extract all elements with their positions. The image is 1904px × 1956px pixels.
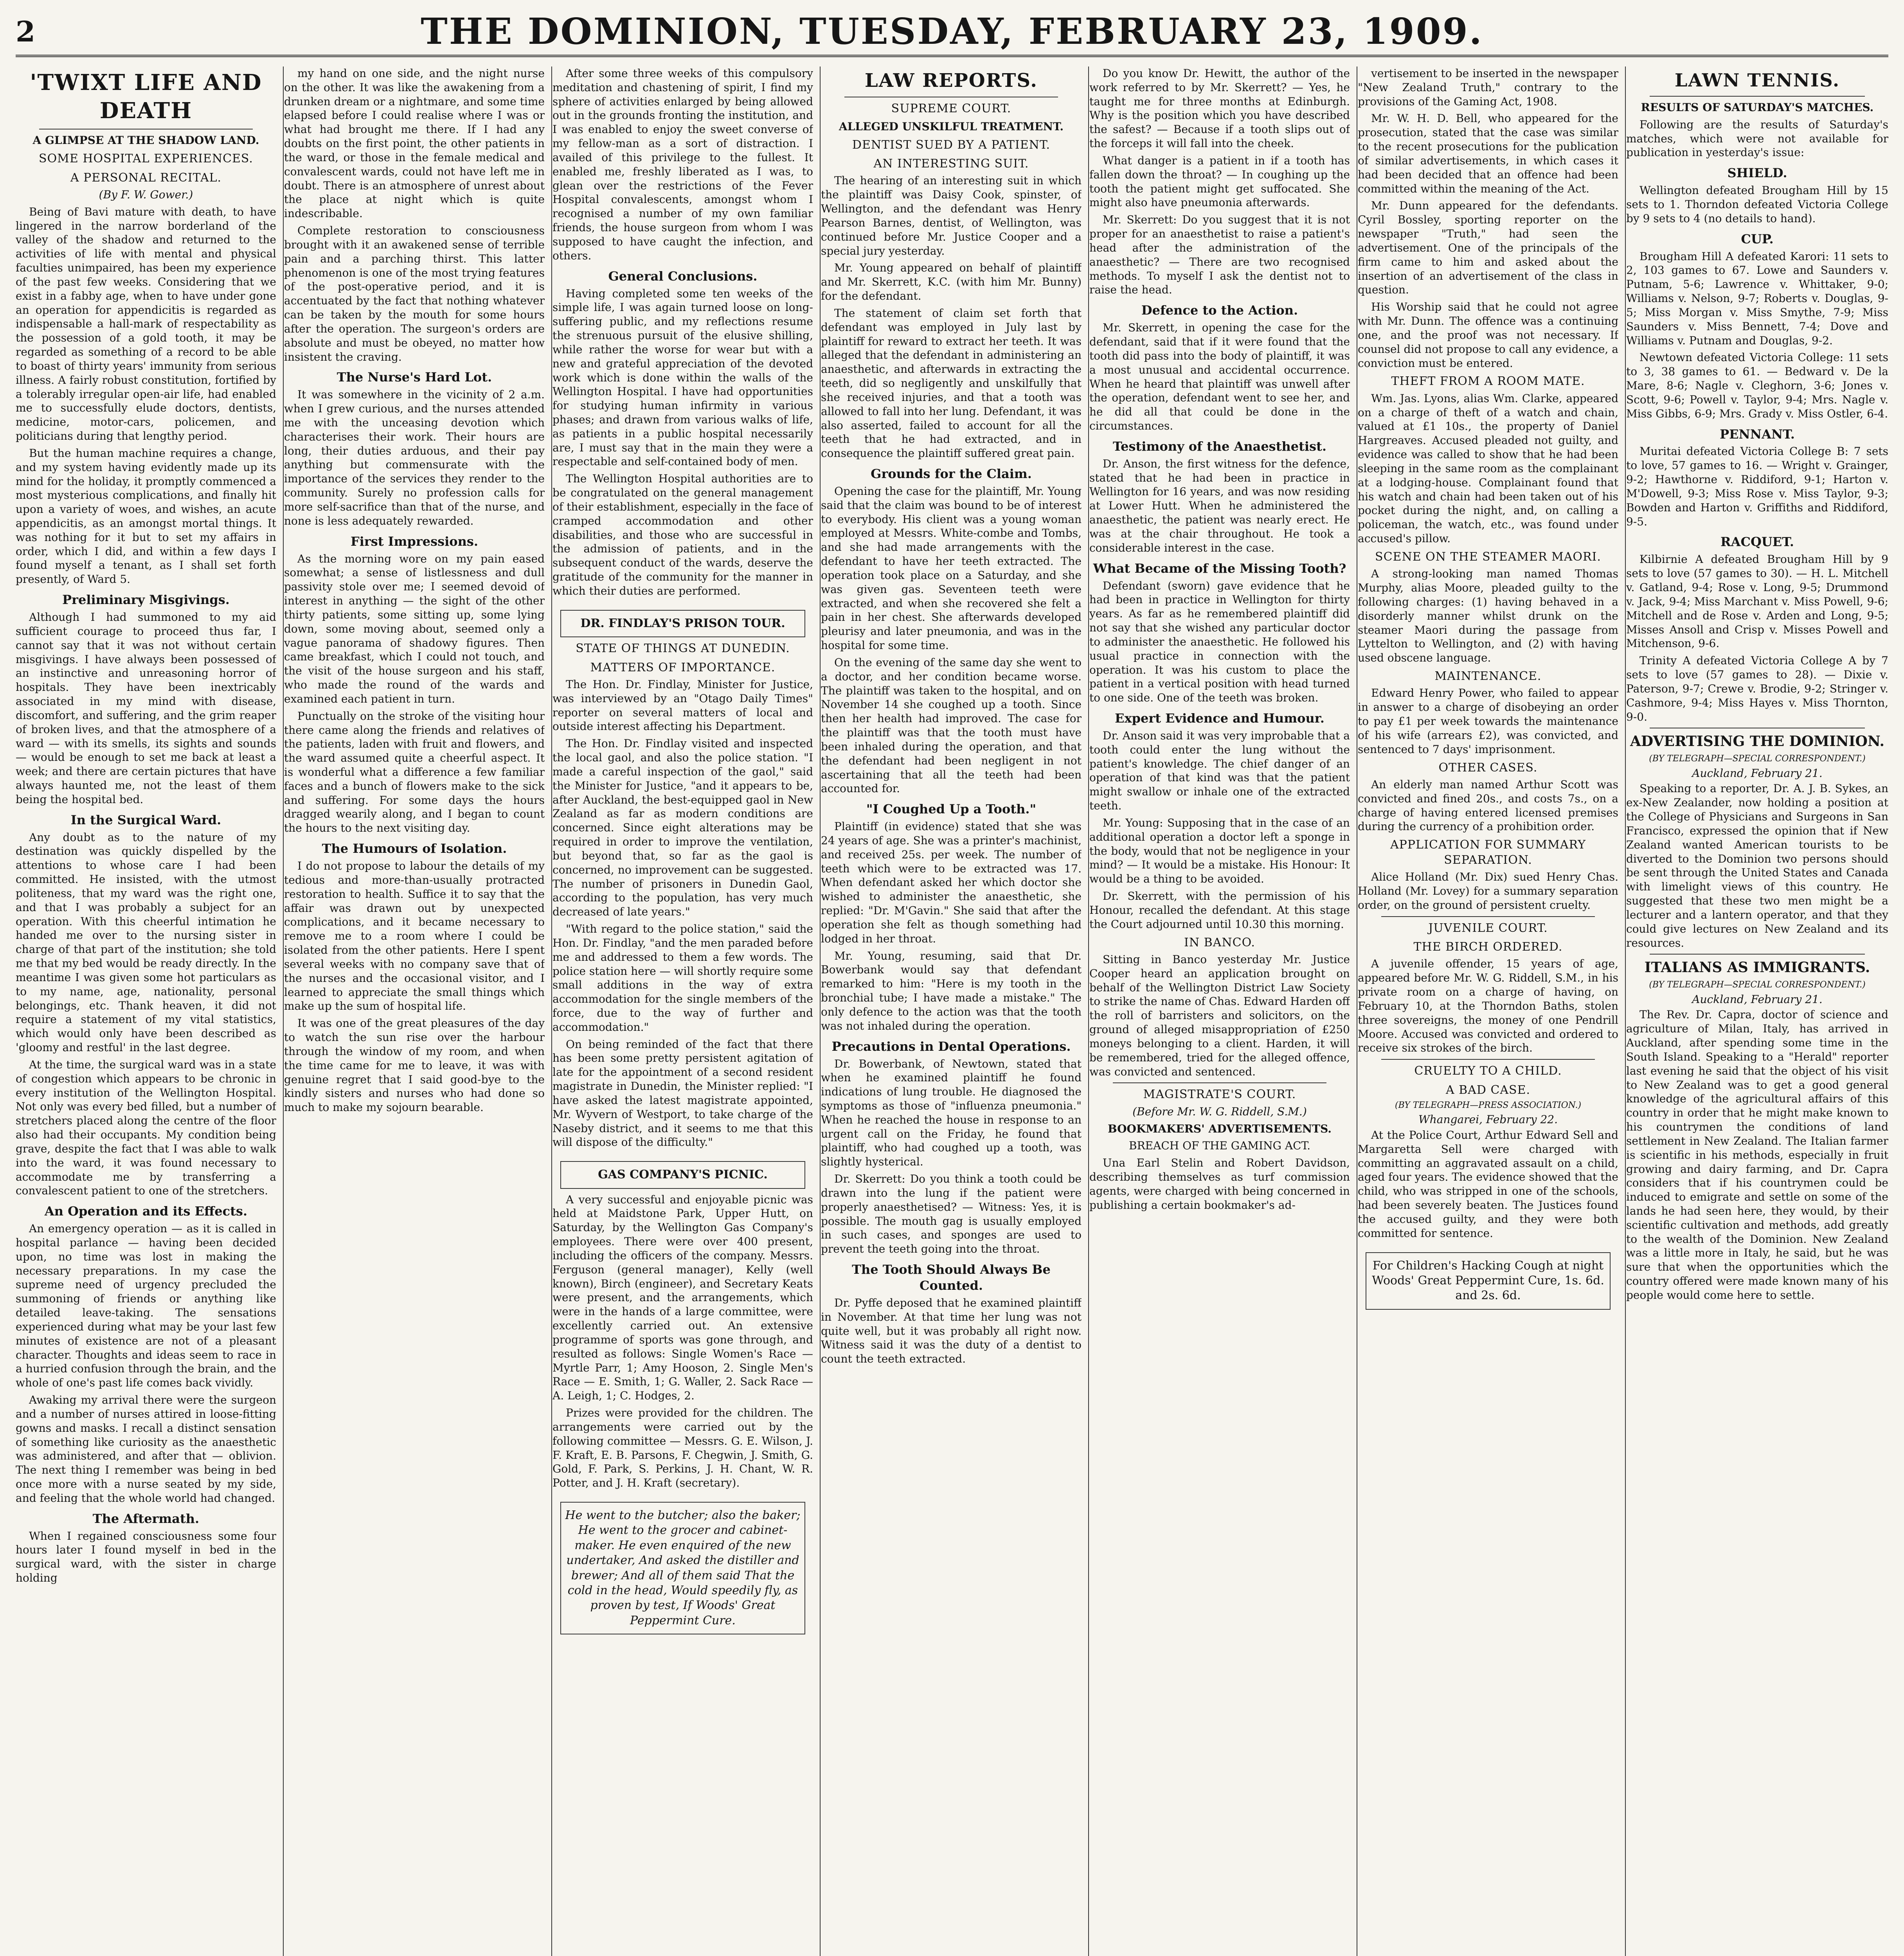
article-subheading: SOME HOSPITAL EXPERIENCES. (39, 152, 253, 166)
column-rule (1088, 67, 1089, 1956)
paragraph: Sitting in Banco yesterday Mr. Justice Cooper heard an application brought on behalf of the Wellington District Law Society to strike the name of Chas. Edward Harden off the roll of barristers and solicitors, on the ground of alleged misappropriation of £250 moneys belonging to a client. Harden, it will be remembered, tried for the alleged offence, was convicted and sentenced. (1089, 953, 1350, 1078)
paragraph: my hand on one side, and the night nurse on the other. It was like the awakening from a drunken dream or a nightmare, and some time elapsed before I could realise where I was or what had brought me there. If I had any doubts on the first point, the other patients in the ward, or those in the female medical and convalescent wards, could not have left me in doubt. There is an atmosphere of unrest about the place at night which is quite indescribable. (284, 67, 545, 220)
column-grid (16, 67, 1888, 1956)
paragraph: Opening the case for the plaintiff, Mr. Young said that the claim was bound to be of interest to everybody. His client was a young woman employed at Messrs. White-combe and Tombs, and she had made arrangements with the defendant to have her teeth extracted. The operation took place on a Saturday, and she was given gas. Seventeen teeth were extracted, and when she recovered she felt a pain in her chest. She afterwards developed pleurisy and later pneumonia, and was in the hospital for some time. (821, 484, 1082, 652)
advertisement: For Children's Hacking Cough at night Woods' Great Peppermint Cure, 1s. 6d. and 2s. 6d. (1366, 1252, 1611, 1310)
paragraph: Wellington defeated Brougham Hill by 15 sets to 1. Thorndon defeated Victoria College by 9 sets to 4 (no details to hand). (1626, 184, 1888, 225)
article-subheading: BREACH OF THE GAMING ACT. (1129, 1139, 1310, 1152)
section-heading: RACQUET. (1720, 534, 1794, 550)
paragraph: Mr. Skerrett: Do you suggest that it is not proper for an anaesthetist to raise a patient's head after the administration of the anaesthetic? — There are two recognised methods. To myself I ask the dentist not to raise the head. (1089, 213, 1350, 297)
article-subheading: MAINTENANCE. (1434, 669, 1542, 683)
paragraph: At the time, the surgical ward was in a state of congestion which appears to be chronic in every institution of the Wellington Hospital. Not only was every bed filled, but a number of stretchers placed along the centre of the floor also had their occupants. My condition being grave, despite the fact that I was able to walk into the ward, it was found necessary to accommodate me by transferring a convalescent patient to one of the stretchers. (16, 1058, 276, 1197)
paragraph: Muritai defeated Victoria College B: 7 sets to love, 57 games to 16. — Wright v. Grainger, 9-2; Hawthorne v. Riddiford, 9-1; Harton v. M'Dowell, 9-3; Miss Rose v. Miss Taylor, 9-3; Bowden and Harton v. Griffiths and Riddiford, 9-5. (1626, 445, 1888, 528)
column-2 (284, 67, 545, 1956)
section-heading: Preliminary Misgivings. (62, 592, 230, 608)
paragraph: Dr. Skerrett, with the permission of his Honour, recalled the defendant. At this stage the Court adjourned until 10.30 this morning. (1089, 890, 1350, 931)
paragraph: An emergency operation — as it is called in hospital parlance — having been decided upon, no time was lost in making the necessary preparations. In my case the supreme need of urgency precluded the summoning of friends or anything like detailed leave-taking. The sensations experienced during what may be your last few minutes of existence are not of a pleasant character. Thoughts and ideas seem to race in a hurried confusion through the brain, and the whole of one's past life comes back vividly. (16, 1222, 276, 1390)
advertisement: He went to the butcher; also the baker; He went to the grocer and cabinet-maker. He even enquired of the new undertaker, And asked the distiller and brewer; And all of them said That the cold in the head, Would speedily fly, as proven by test, If Woods' Great Peppermint Cure. (560, 1502, 805, 1634)
article-subheading: SUPREME COURT. (891, 102, 1011, 116)
paragraph: Speaking to a reporter, Dr. A. J. B. Sykes, an ex-New Zealander, now holding a position at the College of Physicians and Surgeons in San Francisco, expressed the opinion that if New Zealand wanted American tourists to be diverted to the Dominion two persons should be sent through the United States and Canada with limelight views of this country. He suggested that these two men might be a lecturer and a lantern operator, and that they could give lectures on New Zealand and its resources. (1626, 782, 1888, 949)
article-subheading: ALLEGED UNSKILFUL TREATMENT. (839, 120, 1064, 133)
paragraph: The Hon. Dr. Findlay, Minister for Justice, was interviewed by an "Otago Daily Times" reporter on several matters of local and outside interest affecting his Department. (552, 678, 813, 733)
section-heading: In the Surgical Ward. (70, 812, 221, 827)
paragraph: Following are the results of Saturday's matches, which were not available for publication in yesterday's issue: (1626, 118, 1888, 159)
page-number: 2 (16, 14, 36, 48)
section-heading: Testimony of the Anaesthetist. (1113, 439, 1326, 454)
article-subheading: THE BIRCH ORDERED. (1413, 940, 1563, 954)
paragraph: The Rev. Dr. Capra, doctor of science and agriculture of Milan, Italy, has arrived in Auckland, after spending some time in the South Island. Speaking to a "Herald" reporter last evening he said that the object of his visit to New Zealand was to get a good general knowledge of the agricultural affairs of this country in order that he might make known to his countrymen the conditions of land settlement in New Zealand. The Italian farmer is scientific in his methods, especially in fruit growing and dairy farming, and Dr. Capra considers that if his countrymen could be induced to emigrate and settle on some of the lands he had seen here, they would, by their scientific cultivation and methods, add greatly to the wealth of the Dominion. New Zealand was a little more in Italy, he said, but he was sure that when the opportunities which the country offered were made known many of his people would come here to settle. (1626, 1008, 1888, 1302)
section-heading: The Tooth Should Always Be Counted. (852, 1262, 1051, 1293)
section-heading: Defence to the Action. (1141, 303, 1298, 318)
dateline: Auckland, February 21. (1692, 992, 1823, 1006)
article-subheading: A BAD CASE. (1445, 1083, 1531, 1097)
paragraph: Any doubt as to the nature of my destination was quickly dispelled by the attentions to whose care I had been committed. He insisted, with the utmost politeness, that my ward was the right one, and that I was probably a subject for an operation. With this cheerful intimation he handed me over to the nursing sister in charge of that part of the institution; she told me that my bed would be ready directly. In the meantime I was given some hot particulars as to my name, age, nationality, personal belongings, etc. Thank heaven, it did not require a statement of my vital statistics, which would only have been described as 'gloomy and restful' in the last degree. (16, 831, 276, 1054)
paragraph: After some three weeks of this compulsory meditation and chastening of spirit, I find my sphere of activities enlarged by being allowed out in the grounds fronting the institution, and I was enabled to enjoy the sweet converse of my fellow-man as a sort of distraction. I availed of this privilege to the fullest. It enabled me, freshly liberated as I was, to glean over the restrictions of the Fever Hospital convalescents, amongst whom I recognised a number of my own familiar friends, the house surgeon from whom I was supposed to have caught the infection, and others. (552, 67, 813, 262)
article-headline: ADVERTISING THE DOMINION. (1630, 733, 1885, 750)
article-subheading: STATE OF THINGS AT DUNEDIN. (576, 642, 790, 656)
paragraph: Kilbirnie A defeated Brougham Hill by 9 sets to love (57 games to 30). — H. L. Mitchell v. Gatland, 9-4; Rose v. Long, 9-5; Drummond v. Jack, 9-4; Miss Marchant v. Miss Powell, 9-6; Mitchell and de Rose v. Arden and Long, 9-5; Misses Ansoll and Crisp v. Misses Powell and Mitchenson, 9-6. (1626, 553, 1888, 650)
paragraph: At the Police Court, Arthur Edward Sell and Margaretta Sell were charged with committing an aggravated assault on a child, aged four years. The evidence showed that the child, who was stripped in one of the schools, had been severely beaten. The Justices found the accused guilty, and they were both committed for sentence. (1358, 1128, 1618, 1240)
article-subheading: DENTIST SUED BY A PATIENT. (852, 138, 1051, 152)
section-heading: An Operation and its Effects. (44, 1204, 248, 1219)
column-rule (820, 67, 821, 1956)
paragraph: Having completed some ten weeks of the simple life, I was again turned loose on long-suffering public, and my reflections resume the strenuous pursuit of the elusive shilling, while rather the worse for wear but with a new and grateful appreciation of the devoted work which is done within the walls of the Wellington Hospital. I have had opportunities for studying human infirmity in various phases; and drawn from various walks of life, as patients in a public hospital necessarily are, I must say that in the main they were a respectable and self-contained body of men. (552, 287, 813, 468)
column-rule (1625, 67, 1626, 1956)
section-heading: Precautions in Dental Operations. (831, 1039, 1071, 1054)
column-4 (821, 67, 1082, 1956)
paragraph: Although I had summoned to my aid sufficient courage to proceed thus far, I cannot say that it was not without certain misgivings. I have always been possessed of an instinctive and unreasoning horror of hospitals. They have been inextricably associated in my mind with disease, discomfort, and suffering, and the grim reaper of broken lives, and that the atmosphere of a ward — with its smells, its sights and sounds — would be enough to set me back at least a week; and there are certain pictures that have always haunted me, not the least of them being the hospital bed. (16, 611, 276, 806)
article-subheading: A GLIMPSE AT THE SHADOW LAND. (32, 134, 259, 147)
section-heading: What Became of the Missing Tooth? (1093, 561, 1346, 576)
paragraph: I do not propose to labour the details of my tedious and more-than-usually protracted restoration to health. Suffice it to say that the affair was drawn out by unexpected complications, and it became necessary to remove me to a room where I could be isolated from the other patients. Here I spent several weeks with no company save that of the nurses and the occasional visitor, and I learned to appreciate the small things which make up the sum of hospital life. (284, 859, 545, 1013)
paragraph: Dr. Skerrett: Do you think a tooth could be drawn into the lung if the patient were properly anaesthetised? — Witness: Yes, it is possible. The mouth gag is usually employed in such cases, and sponges are used to prevent the teeth going into the throat. (821, 1172, 1082, 1256)
paragraph: The Hon. Dr. Findlay visited and inspected the local gaol, and also the police station. "I made a careful inspection of the gaol," said the Minister for Justice, "and it appears to be, after Auckland, the best-equipped gaol in New Zealand as far as modern conditions are concerned. Since eight alterations may be required in order to improve the ventilation, but beyond that, so far as the gaol is concerned, no improvement can be suggested. The number of prisoners in Dunedin Gaol, according to the population, has very much decreased of late years." (552, 737, 813, 919)
paragraph: When I regained consciousness some four hours later I found myself in bed in the surgical ward, with the sister in charge holding (16, 1529, 276, 1585)
dateline: Auckland, February 21. (1692, 766, 1823, 780)
paragraph: On the evening of the same day she went to a doctor, and her condition became worse. The plaintiff was taken to the hospital, and on November 14 she coughed up a tooth. Since then her health had improved. The case for the plaintiff was that the tooth must have been inhaled during the operation, and that the defendant had been negligent in not ascertaining that all the teeth had been accounted for. (821, 656, 1082, 795)
paragraph: A strong-looking man named Thomas Murphy, alias Moore, pleaded guilty to the following charges: (1) having behaved in a disorderly manner whilst drunk on the steamer Maori during the passage from Lyttelton to Wellington, and (2) with having used obscene language. (1358, 567, 1618, 665)
paragraph: Dr. Anson, the first witness for the defence, stated that he had been in practice in Wellington for 16 years, and was now residing at Lower Hutt. When he administered the anaesthetic, the patient was nearly erect. He was at the chair throughout. He took a considerable interest in the case. (1089, 457, 1350, 554)
article-subheading: THEFT FROM A ROOM MATE. (1391, 374, 1585, 388)
section-heading: The Nurse's Hard Lot. (337, 370, 492, 385)
paragraph: Punctually on the stroke of the visiting hour there came along the friends and relatives of the patients, laden with fruit and flowers, and the ward assumed quite a cheerful aspect. It is wonderful what a difference a few familiar faces and a bunch of flowers make to the sick and suffering. For some days the hours dragged wearily along, and I began to count the hours to the next visiting day. (284, 709, 545, 835)
column-rule (551, 67, 552, 1956)
paragraph: It was somewhere in the vicinity of 2 a.m. when I grew curious, and the nurses attended me with the unceasing devotion which characterises their work. Their hours are long, their duties arduous, and their pay anything but commensurate with the importance of the services they render to the community. Surely no profession calls for more self-sacrifice than that of the nurse, and none is less adequately rewarded. (284, 388, 545, 527)
paragraph: Awaking my arrival there were the surgeon and a number of nurses attired in loose-fitting gowns and masks. I recall a distinct sensation of something like curiosity as the anaesthetic was administered, and after that — oblivion. The next thing I remember was being in bed once more with a nurse seated by my side, and feeling that the whole world had changed. (16, 1393, 276, 1505)
paragraph: Complete restoration to consciousness brought with it an awakened sense of terrible pain and a parching thirst. This latter phenomenon is one of the most trying features of the post-operative period, and it is accentuated by the fact that nothing whatever can be taken by the mouth for some hours after the operation. The surgeon's orders are absolute and must be obeyed, no matter how insistent the craving. (284, 224, 545, 363)
paragraph: Mr. Skerrett, in opening the case for the defendant, said that if it were found that the tooth did pass into the body of plaintiff, it was a most unusual and accidental occurrence. When he heard that plaintiff was unwell after the operation, defendant went to see her, and he did all that could be done in the circumstances. (1089, 321, 1350, 432)
section-heading: General Conclusions. (608, 268, 758, 284)
section-heading: Grounds for the Claim. (871, 466, 1032, 481)
paragraph: Dr. Anson said it was very improbable that a tooth could enter the lung without the patient's knowledge. The chief danger of an operation of that kind was that the patient might swallow or inhale one of the extracted teeth. (1089, 729, 1350, 813)
paragraph: Mr. W. H. D. Bell, who appeared for the prosecution, stated that the case was similar to the recent prosecutions for the publication of similar advertisements, in which cases it had been decided that an offence had been committed within the meaning of the Act. (1358, 112, 1618, 195)
masthead (16, 8, 1888, 57)
paragraph: Prizes were provided for the children. The arrangements were carried out by the following committee — Messrs. G. E. Wilson, J. F. Kraft, E. B. Parsons, F. Chegwin, J. Smith, G. Gold, F. Park, S. Perkins, J. H. Chant, W. R. Potter, and J. H. Kraft (secretary). (552, 1406, 813, 1490)
column-5 (1089, 67, 1350, 1956)
article-headline: LAW REPORTS. (864, 70, 1038, 92)
paragraph: Mr. Young: Supposing that in the case of an additional operation a doctor left a sponge in the body, would that not be negligence in your mind? — It would be a mistake. His Honour: It would be a thing to be avoided. (1089, 816, 1350, 886)
paragraph: Alice Holland (Mr. Dix) sued Henry Chas. Holland (Mr. Lovey) for a summary separation order, on the ground of persistent cruelty. (1358, 870, 1618, 911)
paragraph: It was one of the great pleasures of the day to watch the sun rise over the harbour through the window of my room, and when the time came for me to leave, it was with genuine regret that I said good-bye to the kindly sisters and nurses who had done so much to make my sojourn bearable. (284, 1017, 545, 1114)
byline: (By F. W. Gower.) (99, 188, 193, 201)
article-subheading: OTHER CASES. (1438, 760, 1538, 775)
paragraph: Trinity A defeated Victoria College A by 7 sets to love (57 games to 28). — Dixie v. Paterson, 9-7; Crewe v. Brodie, 9-2; Stringer v. Cashmore, 9-4; Miss Hayes v. Miss Thornton, 9-0. (1626, 654, 1888, 723)
section-heading: PENNANT. (1720, 426, 1795, 442)
paragraph: Mr. Young, resuming, said that Dr. Bowerbank would say that defendant remarked to him: "Here is my tooth in the bronchial tube; I have made a mistake." The only defence to the action was that the tooth was not inhaled during the operation. (821, 949, 1082, 1032)
wire-tag: (BY TELEGRAPH—PRESS ASSOCIATION.) (1395, 1100, 1582, 1110)
paragraph: Do you know Dr. Hewitt, the author of the work referred to by Mr. Skerrett? — Yes, he taught me for three months at Edinburgh. Why is the position which you have described the safest? — Because if a tooth slips out of the forceps it will fall into the cheek. (1089, 67, 1350, 150)
wire-tag: (BY TELEGRAPH—SPECIAL CORRESPONDENT.) (1649, 980, 1866, 990)
section-heading: Expert Evidence and Humour. (1115, 710, 1325, 726)
article-subheading: JUVENILE COURT. (1428, 921, 1548, 935)
article-subheading: A PERSONAL RECITAL. (70, 171, 222, 185)
paragraph: Brougham Hill A defeated Karori: 11 sets to 2, 103 games to 67. Lowe and Saunders v. Putnam, 5-6; Lawrence v. Whittaker, 9-0; Williams v. Nelson, 9-7; Roberts v. Douglas, 9-5; Miss Morgan v. Miss Smythe, 7-9; Miss Saunders v. Miss Bennett, 7-4; Dove and Williams v. Putnam and Douglas, 9-2. (1626, 250, 1888, 347)
paragraph: Mr. Dunn appeared for the defendants. Cyril Bossley, sporting reporter on the newspaper "Truth," had seen the advertisement. One of the principals of the firm came to him and asked about the insertion of an advertisement of the class in question. (1358, 199, 1618, 297)
section-heading: First Impressions. (350, 534, 479, 549)
paragraph: A juvenile offender, 15 years of age, appeared before Mr. W. G. Riddell, S.M., in his private room on a charge of having, on February 10, at the Thorndon Baths, stolen three sovereigns, the money of one Pendrill Moore. Accused was convicted and ordered to receive six strokes of the birch. (1358, 957, 1618, 1055)
paragraph: Una Earl Stelin and Robert Davidson, describing themselves as turf commission agents, were charged with being concerned in publishing a certain bookmaker's ad- (1089, 1156, 1350, 1212)
article-headline: ITALIANS AS IMMIGRANTS. (1644, 959, 1870, 976)
wire-tag: (BY TELEGRAPH—SPECIAL CORRESPONDENT.) (1649, 754, 1866, 764)
article-subheading: RESULTS OF SATURDAY'S MATCHES. (1641, 101, 1874, 114)
article-subheading: BOOKMAKERS' ADVERTISEMENTS. (1107, 1122, 1332, 1135)
paragraph: Mr. Young appeared on behalf of plaintiff and Mr. Skerrett, K.C. (with him Mr. Bunny) for the defendant. (821, 261, 1082, 303)
column-rule (283, 67, 284, 1956)
article-headline: LAWN TENNIS. (1675, 70, 1840, 91)
paragraph: The hearing of an interesting suit in which the plaintiff was Daisy Cook, spinster, of Wellington, and the defendant was Henry Pearson Barnes, dentist, of Wellington, was continued before Mr. Justice Cooper and a special jury yesterday. (821, 174, 1082, 257)
paragraph: A very successful and enjoyable picnic was held at Maidstone Park, Upper Hutt, on Saturday, by the Wellington Gas Company's employees. There were over 400 present, including the officers of the company. Messrs. Ferguson (general manager), Kelly (well known), Birch (engineer), and Secretary Keats were present, and the arrangements, which were in the hands of a large committee, were excellently carried out. An extensive programme of sports was gone through, and resulted as follows: Single Women's Race — Myrtle Parr, 1; Amy Hooson, 2. Single Men's Race — E. Smith, 1; G. Waller, 2. Sack Race — A. Leigh, 1; C. Hodges, 2. (552, 1193, 813, 1402)
paragraph: The statement of claim set forth that defendant was employed in July last by plaintiff for reward to extract her teeth. It was alleged that the defendant in administering an anaesthetic, and afterwards in extracting the teeth, did so negligently and unskilfully that she received injuries, and that a tooth was allowed to fall into her lung. Defendant, it was also asserted, failed to account for all the teeth that he had extracted, and in consequence the plaintiff suffered great pain. (821, 306, 1082, 460)
article-headline-box: DR. FINDLAY'S PRISON TOUR. (560, 610, 805, 637)
paragraph: What danger is a patient in if a tooth has fallen down the throat? — In coughing up the tooth the patient might get suffocated. She might also have pneumonia afterwards. (1089, 154, 1350, 209)
article-subheading: APPLICATION FOR SUMMARY SEPARATION. (1390, 838, 1586, 867)
section-heading: CUP. (1741, 231, 1774, 246)
paragraph: The Wellington Hospital authorities are to be congratulated on the general management of their establishment, especially in the face of cramped accommodation and other disabilities, and those who are successful in the admission of patients, and in the subsequent conduct of the wards, deserve the gratitude of the community for the manner in which their duties are performed. (552, 472, 813, 597)
article-subheading: CRUELTY TO A CHILD. (1414, 1064, 1562, 1078)
paragraph: Defendant (sworn) gave evidence that he had been in practice in Wellington for thirty years. As far as he remembered plaintiff did not say that she wished any particular doctor to administer the anaesthetic. He followed his usual practice in connection with the operation. It was his custom to place the patient in a vertical position with head turned to one side. One of the teeth was broken. (1089, 579, 1350, 705)
article-subheading: IN BANCO. (1184, 935, 1255, 949)
paragraph: Dr. Pyffe deposed that he examined plaintiff in November. At that time her lung was not quite well, but it was probably all right now. Witness said it was the duty of a dentist to count the teeth extracted. (821, 1296, 1082, 1366)
paragraph: His Worship said that he could not agree with Mr. Dunn. The offence was a continuing one, and the proof was not necessary. If counsel did not propose to call any evidence, a conviction must be entered. (1358, 300, 1618, 370)
article-subheading: MAGISTRATE'S COURT. (1143, 1088, 1296, 1102)
article-headline-box: GAS COMPANY'S PICNIC. (560, 1161, 805, 1188)
paragraph: Newtown defeated Victoria College: 11 sets to 3, 38 games to 61. — Bedward v. De la Mare, 8-6; Nagle v. Cleghorn, 3-6; Jones v. Scott, 9-6; Powell v. Taylor, 9-4; Mrs. Nagle v. Miss Gibbs, 6-9; Mrs. Grady v. Miss Ostler, 6-4. (1626, 351, 1888, 420)
paragraph: An elderly man named Arthur Scott was convicted and fined 20s., and costs 7s., on a charge of having entered licensed premises during the currency of a prohibition order. (1358, 778, 1618, 833)
section-heading: The Humours of Isolation. (322, 841, 507, 856)
article-subheading: SCENE ON THE STEAMER MAORI. (1375, 550, 1601, 564)
paragraph: Being of Bavi mature with death, to have lingered in the narrow borderland of the valley of the shadow and returned to the activities of life with mental and physical faculties unimpaired, has been my experience of the past few weeks. Considering that we exist in a fabby age, when to have under gone an operation for appendicitis is regarded as indispensable a hall-mark of respectability as the possession of a gold tooth, it may be regarded as something of a record to be able to boast of thirty years' immunity from serious illness. A fairly robust constitution, fortified by a tolerably irregular open-air life, had enabled me to successfully elude doctors, dentists, medicine, motor-cars, policemen, and politicians during that lengthy period. (16, 205, 276, 443)
paragraph: As the morning wore on my pain eased somewhat; a sense of listlessness and dull passivity stole over me; I seemed devoid of interest in anything — the sight of the other thirty patients, some sitting up, some lying down, some moving about, seemed only a vague panorama of shadowy figures. Then came breakfast, which I could not touch, and the visit of the house surgeon and his staff, who made the round of the wards and examined each patient in turn. (284, 552, 545, 705)
paragraph: vertisement to be inserted in the newspaper "New Zealand Truth," contrary to the provisions of the Gaming Act, 1908. (1358, 67, 1618, 108)
paragraph: Edward Henry Power, who failed to appear in answer to a charge of disobeying an order to pay £1 per week towards the maintenance of his wife (arrears £2), was convicted, and sentenced to 7 days' imprisonment. (1358, 687, 1618, 756)
newspaper-title: THE DOMINION, TUESDAY, FEBRUARY 23, 1909. (421, 10, 1483, 52)
dateline: Whangarei, February 22. (1418, 1113, 1558, 1126)
column-1 (16, 67, 276, 1956)
article-subheading: MATTERS OF IMPORTANCE. (590, 660, 776, 674)
section-heading: "I Coughed Up a Tooth." (866, 802, 1037, 817)
byline: (Before Mr. W. G. Riddell, S.M.) (1132, 1105, 1307, 1118)
section-heading: SHIELD. (1727, 165, 1787, 181)
paragraph: Dr. Bowerbank, of Newtown, stated that when he examined plaintiff he found indications of lung trouble. He diagnosed the symptoms as those of "influenza pneumonia." When he reached the house in response to an urgent call on the Friday, he found that plaintiff, who had coughed up a tooth, was slightly hysterical. (821, 1057, 1082, 1169)
paragraph: Wm. Jas. Lyons, alias Wm. Clarke, appeared on a charge of theft of a watch and chain, valued at £1 10s., the property of Daniel Hargreaves. Accused pleaded not guilty, and evidence was called to show that he had been sleeping in the same room as the complainant at a lodging-house. Complainant found that his watch and chain had been taken out of his pocket during the night, and, on calling a policeman, the watch, etc., was found under accused's pillow. (1358, 392, 1618, 545)
article-subheading: AN INTERESTING SUIT. (873, 157, 1029, 171)
column-6 (1358, 67, 1618, 1956)
paragraph: Plaintiff (in evidence) stated that she was 24 years of age. She was a printer's machinist, and received 25s. per week. The number of teeth which were to be extracted was 17. When defendant asked her which doctor she wished to administer the anaesthetic, she replied: "Dr. M'Gavin." She said that after the operation she felt as though something had lodged in her throat. (821, 820, 1082, 945)
paragraph: "With regard to the police station," said the Hon. Dr. Findlay, "and the men paraded before me and addressed to them a few words. The police station here — will shortly require some small additions in the way of extra accommodation for the single members of the force, due to the way of further and accommodation." (552, 922, 813, 1034)
column-7 (1626, 67, 1888, 1956)
section-heading: The Aftermath. (92, 1511, 200, 1526)
paragraph: On being reminded of the fact that there has been some pretty persistent agitation of late for the appointment of a second resident magistrate in Dunedin, the Minister replied: "I have asked the latest magistrate appointed, Mr. Wyvern of Westport, to take charge of the Naseby district, and it seems to me that this will dispose of the difficulty." (552, 1037, 813, 1149)
column-3 (552, 67, 813, 1956)
article-headline: 'TWIXT LIFE AND DEATH (30, 70, 262, 124)
paragraph: But the human machine requires a change, and my system having evidently made up its mind for the holiday, it promptly commenced a most mysterious complications, and finally hit upon a variety of woes, and wishes, an acute appendicitis, as an amongst mortal things. It was nothing for it but to set my affairs in order, which I did, and within a few days I found myself a tenant, as I shall set forth presently, of Ward 5. (16, 446, 276, 586)
